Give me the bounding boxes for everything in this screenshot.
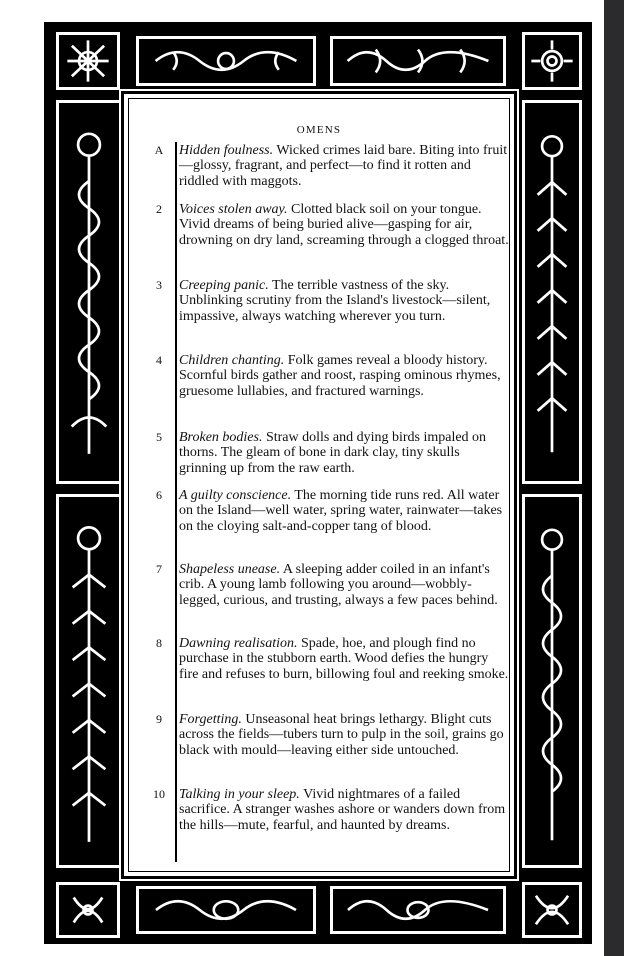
omen-heading: Hidden foulness.	[179, 143, 274, 158]
omens-table-inner	[128, 98, 510, 872]
left-ornament-upper	[56, 100, 122, 484]
omen-entry	[156, 562, 509, 608]
top-ornament-right	[330, 36, 506, 86]
omen-number: 4	[156, 353, 162, 367]
omen-text: Folk games reveal a bloody history. Scornful birds gather and roost, rasping ominous rhymes, gruesome lullabies, and fractured warnings.	[179, 353, 501, 399]
omen-entry	[156, 353, 509, 399]
omen-heading: Forgetting.	[179, 712, 242, 727]
omen-heading: Children chanting.	[179, 353, 285, 368]
omen-text: Vivid nightmares of a failed sacrifice. A stranger washes ashore or wanders down from the hills—mute, fearful, and haunted by dreams.	[179, 787, 506, 833]
omen-text: The terrible vastness of the sky. Unblinking scrutiny from the Island's livestock—silent, impassive, always watching wherever you turn.	[179, 278, 491, 324]
omen-entry	[153, 787, 509, 833]
omen-heading: Dawning realisation.	[179, 636, 298, 651]
omen-number: 10	[153, 787, 165, 801]
bottom-ornament-left	[136, 886, 316, 934]
omen-number: A	[154, 143, 164, 157]
omen-entry	[156, 278, 509, 324]
omen-entry	[156, 430, 509, 476]
omen-text: Straw dolls and dying birds impaled on thorns. The gleam of bone in dark clay, tiny skulls grinning up from the raw earth.	[179, 430, 487, 476]
omen-number: 7	[156, 562, 162, 576]
omen-entry	[156, 488, 509, 534]
left-ornament-lower	[56, 494, 122, 868]
omen-number: 9	[156, 712, 162, 726]
top-ornament-left	[136, 36, 316, 86]
omen-number: 8	[156, 636, 162, 650]
omen-entry	[156, 636, 509, 682]
corner-ornament-bottom-left	[56, 882, 120, 938]
omen-heading: Shapeless unease.	[179, 562, 281, 577]
omen-number: 2	[156, 202, 162, 216]
omen-text: Unseasonal heat brings lethargy. Blight cuts across the fields—tubers turn to pulp in the soil, grains go black with mould—leaving either side untouched.	[179, 712, 504, 758]
column-divider	[175, 142, 177, 862]
omen-text: Clotted black soil on your tongue. Vivid dreams of being buried alive—gasping for air, drowning on dry land, screaming through a clogged throat.	[179, 202, 509, 248]
omen-entry	[156, 202, 509, 248]
omen-text: A sleeping adder coiled in an infant's crib. A young lamb following you around—wobbly-legged, curious, and trusting, always a few paces behind.	[179, 562, 498, 608]
omen-entry	[154, 143, 509, 189]
corner-ornament-top-right	[522, 32, 582, 90]
omen-heading: Creeping panic.	[179, 278, 269, 293]
omen-heading: Broken bodies.	[179, 430, 263, 445]
corner-ornament-bottom-right	[522, 882, 582, 938]
omen-entry	[156, 712, 509, 758]
omen-number: 3	[156, 278, 162, 292]
omen-number: 5	[156, 430, 162, 444]
page-title: OMENS	[296, 124, 342, 136]
bottom-ornament-right	[330, 886, 506, 934]
omen-text: Spade, hoe, and plough find no purchase in the stubborn earth. Wood defies the hungry fire and refuses to burn, billowing foul and reeking smoke.	[179, 636, 509, 682]
right-ornament-lower	[522, 494, 582, 868]
right-ornament-upper	[522, 100, 582, 484]
omen-heading: A guilty conscience.	[179, 488, 292, 503]
omen-text: The morning tide runs red. All water on the Island—well water, spring water, rainwater—takes on the cloying salt-and-copper tang of blood.	[179, 488, 503, 534]
omen-text: Wicked crimes laid bare. Biting into fruit—glossy, fragrant, and perfect—to find it rotten and riddled with maggots.	[179, 143, 508, 189]
omen-number: 6	[156, 488, 162, 502]
corner-ornament-top-left	[56, 32, 120, 90]
omen-heading: Voices stolen away.	[179, 202, 288, 217]
omen-heading: Talking in your sleep.	[179, 787, 300, 802]
omens-table	[121, 91, 517, 879]
